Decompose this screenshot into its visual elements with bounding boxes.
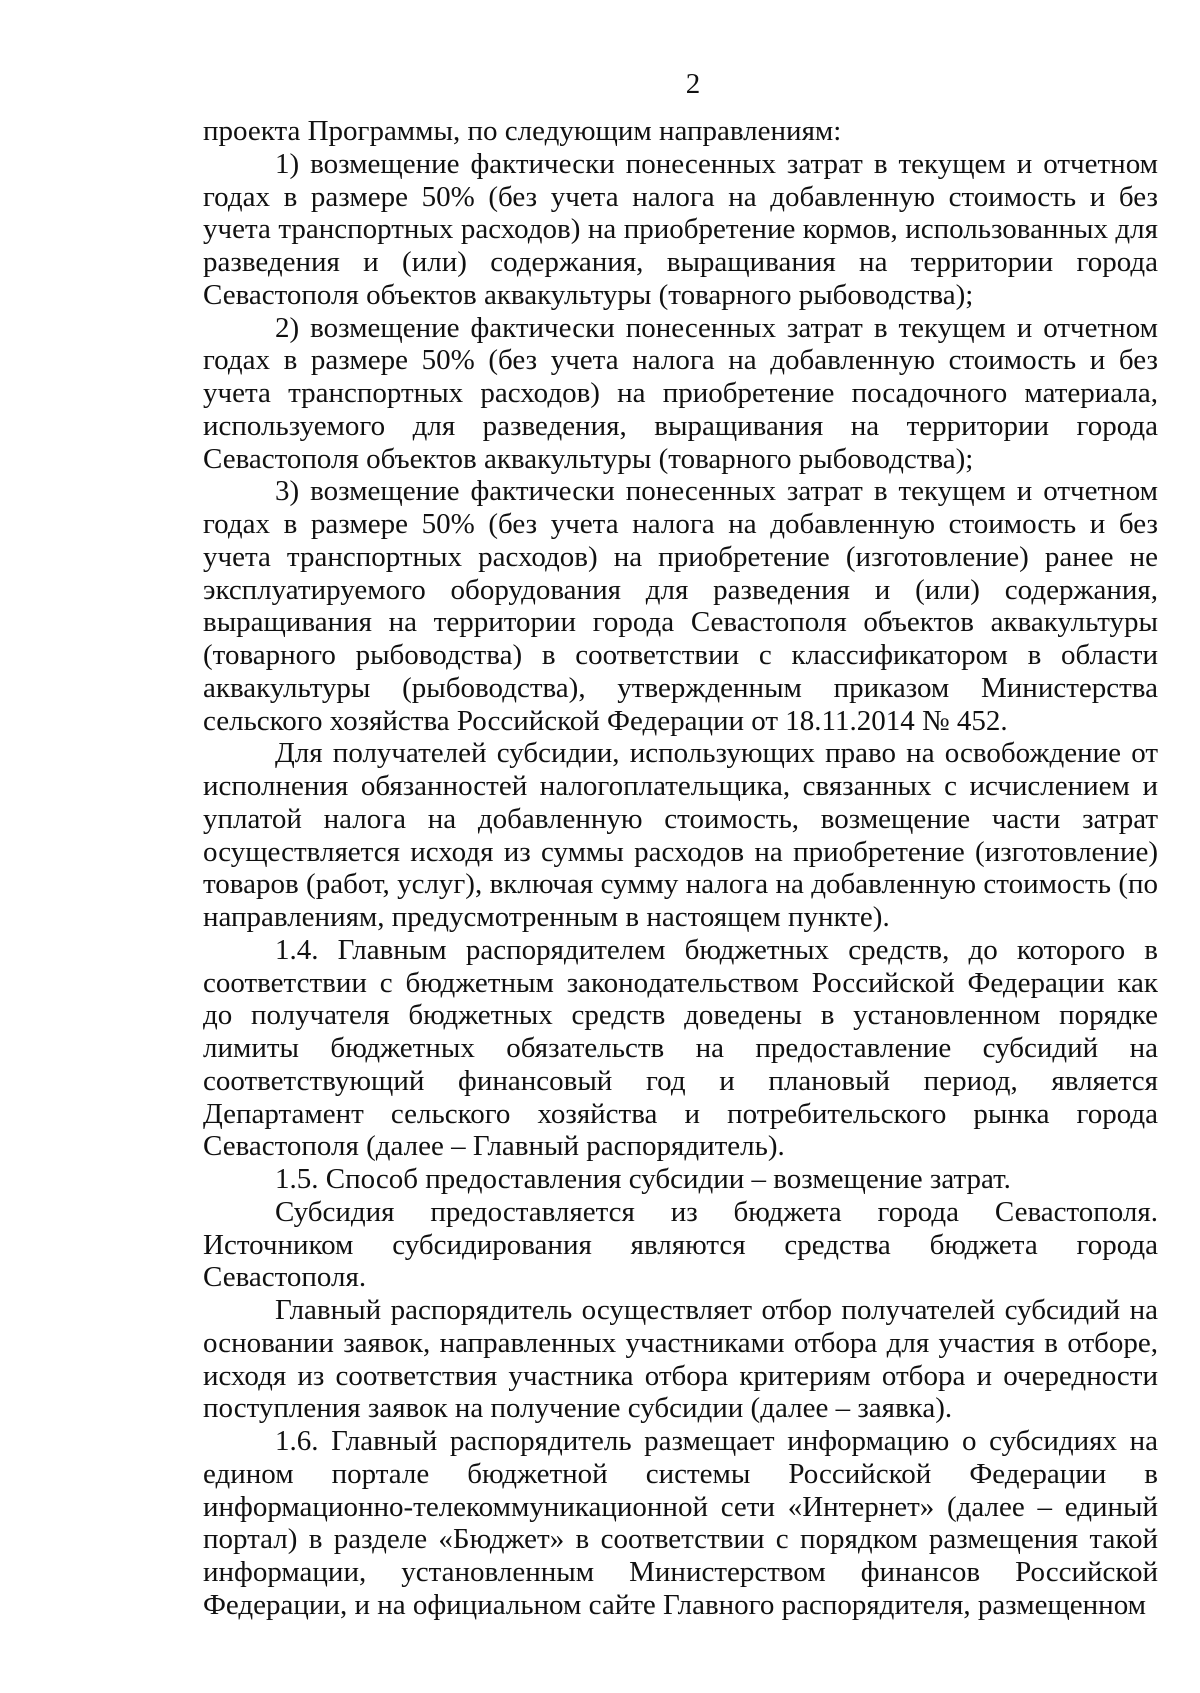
paragraph: 1.5. Способ предоставления субсидии – возмещение затрат. (275, 1163, 1011, 1195)
paragraph: 1.4. Главным распорядителем бюджетных средств, до которого в соответствии с бюджетным законодательством Российской Федерации как до получателя бюджетных средств доведены в установленном порядке лимиты бюджетных обязательств на предоставление субсидий на соответствующий финансовый год и плановый период, является Департамент сельского хозяйства и потребительского рынка города Севастополя (далее – Главный распорядитель). (203, 933, 1158, 1163)
paragraph: 1.6. Главный распорядитель размещает информацию о субсидиях на едином портале бюджетной системы Российской Федерации в информационно-телекоммуникационной сети «Интернет» (далее – единый портал) в разделе «Бюджет» в соответствии с порядком размещения такой информации, установленным Министерством финансов Российской Федерации, и на официальном сайте Главного распорядителя, размещенном (203, 1425, 1158, 1621)
document-body (203, 115, 1158, 1622)
paragraph: 1) возмещение фактически понесенных затрат в текущем и отчетном годах в размере 50% (без учета налога на добавленную стоимость и без учета транспортных расходов) на приобретение кормов, использованных для разведения и (или) содержания, выращивания на территории города Севастополя объектов аквакультуры (товарного рыбоводства); (203, 147, 1158, 311)
paragraph: проекта Программы, по следующим направлениям: (203, 115, 842, 147)
paragraph: Главный распорядитель осуществляет отбор получателей субсидий на основании заявок, направленных участниками отбора для участия в отборе, исходя из соответствия участника отбора критериям отбора и очередности поступления заявок на получение субсидии (далее – заявка). (203, 1294, 1158, 1425)
paragraph: 2) возмещение фактически понесенных затрат в текущем и отчетном годах в размере 50% (без учета налога на добавленную стоимость и без учета транспортных расходов) на приобретение посадочного материала, используемого для разведения, выращивания на территории города Севастополя объектов аквакультуры (товарного рыбоводства); (203, 311, 1158, 475)
paragraph: Субсидия предоставляется из бюджета города Севастополя. Источником субсидирования являются средства бюджета города Севастополя. (203, 1195, 1158, 1294)
paragraph: 3) возмещение фактически понесенных затрат в текущем и отчетном годах в размере 50% (без учета налога на добавленную стоимость и без учета транспортных расходов) на приобретение (изготовление) ранее не эксплуатируемого оборудования для разведения и (или) содержания, выращивания на территории города Севастополя объектов аквакультуры (товарного рыбоводства) в соответствии с классификатором в области аквакультуры (рыбоводства), утвержденным приказом Министерства сельского хозяйства Российской Федерации от 18.11.2014 № 452. (203, 475, 1158, 737)
page-number: 2 (685, 68, 701, 100)
paragraph: Для получателей субсидии, использующих право на освобождение от исполнения обязанностей налогоплательщика, связанных с исчислением и уплатой налога на добавленную стоимость, возмещение части затрат осуществляется исходя из суммы расходов на приобретение (изготовление) товаров (работ, услуг), включая сумму налога на добавленную стоимость (по направлениям, предусмотренным в настоящем пункте). (203, 737, 1158, 933)
